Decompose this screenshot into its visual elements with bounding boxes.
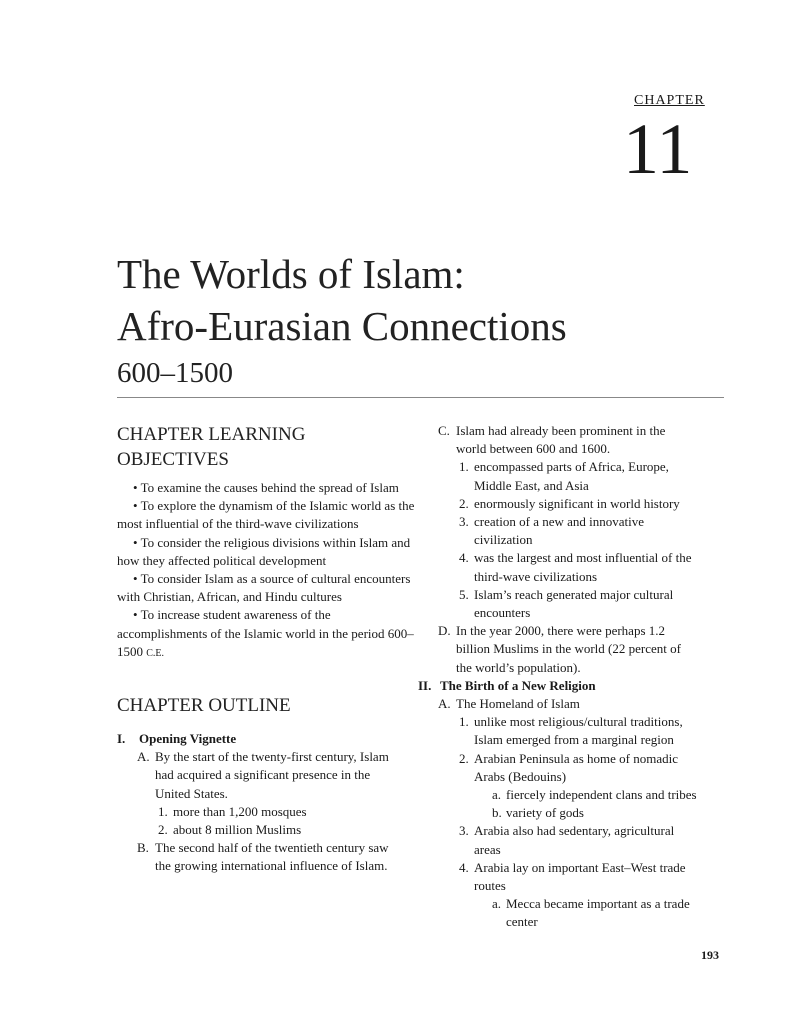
left-column bbox=[117, 422, 417, 876]
outline-line bbox=[418, 786, 728, 804]
outline-marker: 1. bbox=[158, 803, 168, 819]
outline-text: was the largest and most influential of the bbox=[474, 550, 692, 566]
outline-text: Arabs (Bedouins) bbox=[474, 768, 567, 784]
outline-marker: 3. bbox=[459, 823, 469, 839]
outline-heading: CHAPTER OUTLINE bbox=[117, 695, 291, 717]
outline-text: The Birth of a New Religion bbox=[440, 677, 596, 693]
objective-item: • To consider the religious divisions within Islam and how they affected political development bbox=[117, 534, 411, 568]
outline-line bbox=[418, 440, 728, 458]
outline-marker: 2. bbox=[459, 495, 469, 511]
outline-text: world between 600 and 1600. bbox=[456, 441, 611, 457]
outline-text: In the year 2000, there were perhaps 1.2 bbox=[456, 623, 665, 639]
outline-line bbox=[418, 804, 728, 822]
outline-marker: 3. bbox=[459, 514, 469, 530]
outline-line bbox=[117, 821, 417, 839]
era-suffix: C.E. bbox=[146, 647, 165, 659]
outline-line bbox=[418, 422, 728, 440]
title-line-2: Afro-Eurasian Connections bbox=[117, 303, 567, 349]
outline-marker: 1. bbox=[459, 714, 469, 730]
outline-line bbox=[418, 513, 728, 531]
outline-line bbox=[418, 913, 728, 931]
outline-marker: 5. bbox=[459, 586, 469, 602]
outline-line bbox=[418, 877, 728, 895]
outline-text: enormously significant in world history bbox=[474, 495, 680, 511]
outline-text: routes bbox=[474, 878, 506, 894]
outline-line bbox=[418, 677, 728, 695]
chapter-number: 11 bbox=[623, 109, 693, 189]
outline-text: had acquired a significant presence in the bbox=[155, 767, 371, 783]
outline-text: areas bbox=[474, 841, 501, 857]
outline-line bbox=[418, 859, 728, 877]
outline-marker: B. bbox=[137, 840, 149, 856]
outline-marker: A. bbox=[438, 696, 451, 712]
outline-text: third-wave civilizations bbox=[474, 568, 598, 584]
right-column bbox=[418, 422, 728, 932]
outline-text: The Homeland of Islam bbox=[456, 696, 580, 712]
title-line-1: The Worlds of Islam: bbox=[117, 251, 465, 297]
objective-item: • To explore the dynamism of the Islamic world as the most influential of the third-wave civilizations bbox=[117, 498, 415, 532]
outline-marker: 2. bbox=[158, 822, 168, 838]
outline-line bbox=[418, 841, 728, 859]
outline-text: encounters bbox=[474, 605, 531, 621]
outline-text: Middle East, and Asia bbox=[474, 477, 589, 493]
outline-line bbox=[418, 458, 728, 476]
title-rule bbox=[117, 397, 724, 398]
outline-text: The second half of the twentieth century saw bbox=[155, 840, 389, 856]
outline-line bbox=[418, 495, 728, 513]
outline-line bbox=[418, 750, 728, 768]
outline-text: the growing international influence of Islam. bbox=[155, 858, 388, 874]
outline-marker: 4. bbox=[459, 550, 469, 566]
outline-line bbox=[418, 604, 728, 622]
outline-text: unlike most religious/cultural traditions, bbox=[474, 714, 683, 730]
objective-item bbox=[117, 606, 417, 663]
outline-text: Mecca became important as a trade bbox=[506, 896, 690, 912]
outline-line bbox=[418, 477, 728, 495]
objective-item: • To examine the causes behind the spread of Islam bbox=[133, 480, 399, 495]
outline-text: fiercely independent clans and tribes bbox=[506, 787, 697, 803]
outline-marker: a. bbox=[492, 896, 502, 912]
outline-line bbox=[117, 785, 417, 803]
outline-text: more than 1,200 mosques bbox=[173, 803, 307, 819]
outline-text: billion Muslims in the world (22 percent of bbox=[456, 641, 681, 657]
objectives-list bbox=[117, 479, 417, 663]
outline-text: Arabian Peninsula as home of nomadic bbox=[474, 750, 678, 766]
outline-text: creation of a new and innovative bbox=[474, 514, 645, 530]
outline-line bbox=[418, 640, 728, 658]
chapter-label: CHAPTER bbox=[634, 93, 705, 108]
outline-marker: II. bbox=[418, 677, 432, 693]
outline-text: Arabia also had sedentary, agricultural bbox=[474, 823, 675, 839]
chapter-dates: 600–1500 bbox=[117, 357, 233, 389]
outline-marker: A. bbox=[137, 749, 150, 765]
page-number: 193 bbox=[701, 948, 719, 962]
outline-line bbox=[117, 839, 417, 857]
outline-line bbox=[418, 549, 728, 567]
outline-line bbox=[418, 622, 728, 640]
outline-text: Islam emerged from a marginal region bbox=[474, 732, 674, 748]
outline-text: Islam had already been prominent in the bbox=[456, 423, 666, 438]
outline-line bbox=[418, 531, 728, 549]
outline-text: about 8 million Muslims bbox=[173, 822, 302, 838]
outline-text: United States. bbox=[155, 785, 228, 801]
outline-text: variety of gods bbox=[506, 805, 584, 821]
outline-line bbox=[418, 768, 728, 786]
outline-text: the world’s population). bbox=[456, 659, 581, 675]
objective-item: • To consider Islam as a source of cultural encounters with Christian, African, and Hindu cultures bbox=[117, 571, 411, 605]
outline-marker: 2. bbox=[459, 750, 469, 766]
outline-text: Opening Vignette bbox=[139, 731, 237, 747]
outline-text: encompassed parts of Africa, Europe, bbox=[474, 459, 669, 475]
outline-line bbox=[117, 748, 417, 766]
outline-line bbox=[418, 659, 728, 677]
outline-line bbox=[117, 857, 417, 875]
outline-marker: I. bbox=[117, 731, 126, 747]
outline-text: Arabia lay on important East–West trade bbox=[474, 859, 686, 875]
outline-line bbox=[117, 730, 417, 748]
outline-line bbox=[418, 586, 728, 604]
outline-line bbox=[418, 695, 728, 713]
outline-line bbox=[117, 803, 417, 821]
outline-line bbox=[418, 713, 728, 731]
outline-marker: a. bbox=[492, 787, 502, 803]
objectives-heading bbox=[117, 422, 417, 472]
outline-left bbox=[117, 730, 417, 876]
outline-marker: C. bbox=[438, 423, 450, 438]
outline-line bbox=[418, 731, 728, 749]
outline-marker: b. bbox=[492, 805, 502, 821]
outline-marker: D. bbox=[438, 623, 451, 639]
outline-marker: 1. bbox=[459, 459, 469, 475]
outline-text: civilization bbox=[474, 532, 533, 548]
outline-text: center bbox=[506, 914, 538, 930]
outline-text: Islam’s reach generated major cultural bbox=[474, 586, 674, 602]
outline-line bbox=[418, 895, 728, 913]
objectives-heading-line-2: OBJECTIVES bbox=[117, 449, 229, 470]
objectives-heading-line-1: CHAPTER LEARNING bbox=[117, 424, 306, 445]
outline-line bbox=[418, 822, 728, 840]
outline-line bbox=[117, 766, 417, 784]
outline-right bbox=[418, 422, 728, 932]
objective-text: • To increase student awareness of the accomplishments of the Islamic world in the period 600–1500 bbox=[117, 607, 414, 659]
outline-marker: 4. bbox=[459, 859, 469, 875]
chapter-title bbox=[117, 248, 567, 352]
outline-line bbox=[418, 568, 728, 586]
outline-text: By the start of the twenty-first century, Islam bbox=[155, 749, 389, 765]
